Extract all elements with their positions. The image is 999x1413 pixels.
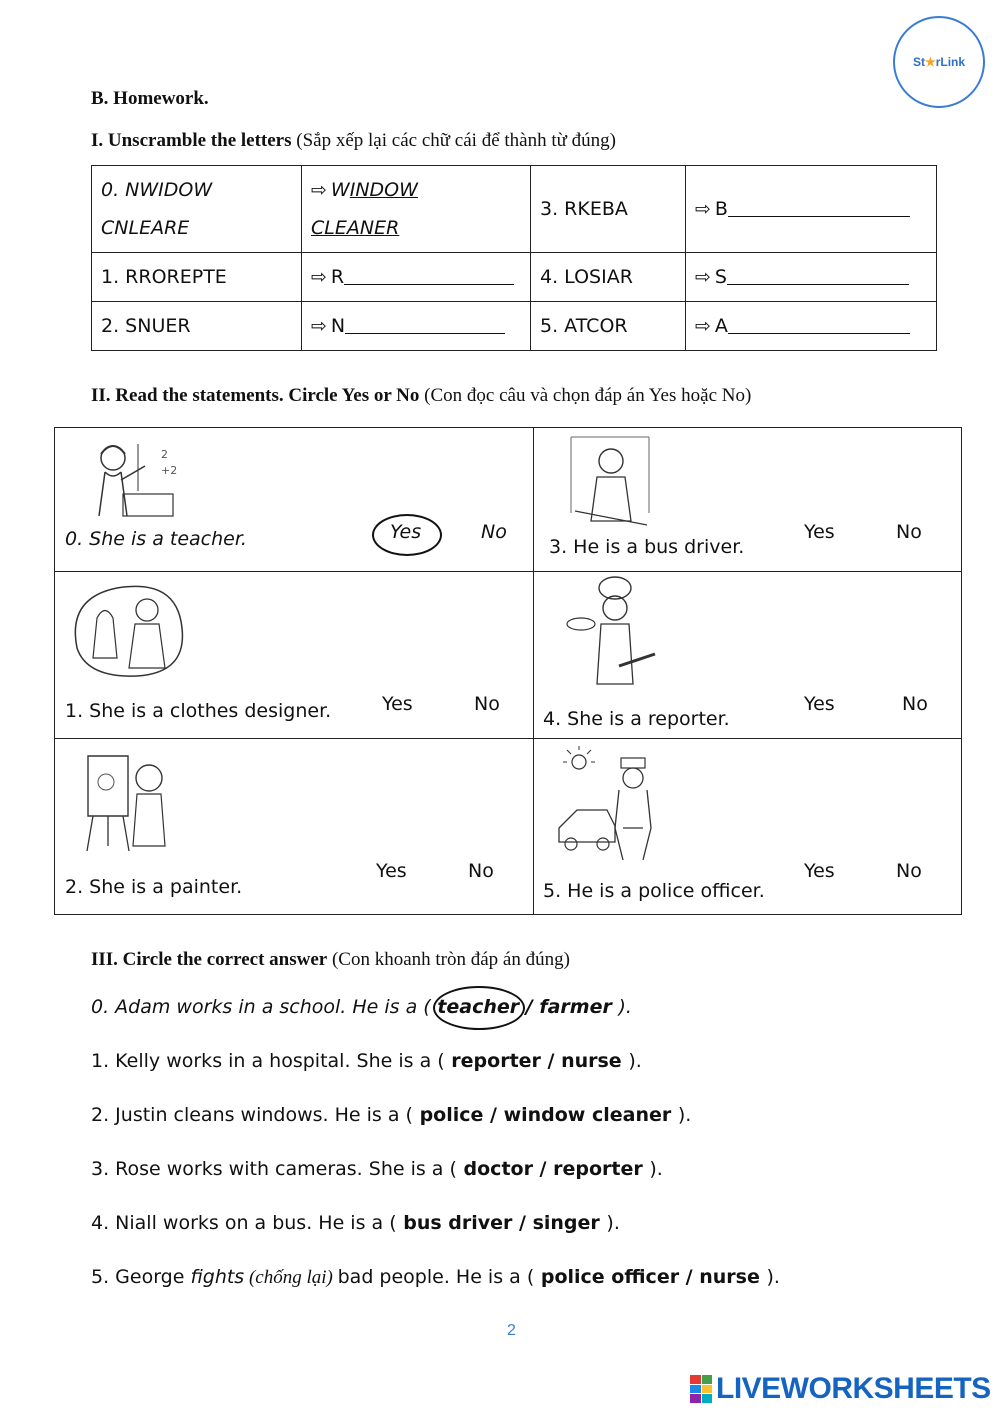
answer-0: ⇨ WINDOW CLEANER bbox=[302, 166, 531, 253]
answer-options[interactable]: police / window cleaner bbox=[412, 1104, 678, 1126]
liveworksheets-brand bbox=[690, 1372, 991, 1406]
statement-3: 3. He is a bus driver. bbox=[549, 536, 745, 558]
table-row bbox=[92, 302, 937, 351]
liveworksheets-icon bbox=[690, 1375, 712, 1403]
statement-4: 4. She is a reporter. bbox=[543, 708, 730, 730]
arrow-icon: ⇨ bbox=[695, 315, 711, 337]
statement-5: 5. He is a police officer. bbox=[543, 880, 765, 902]
section2-title: II. Read the statements. Circle Yes or No (Con đọc câu và chọn đáp án Yes hoặc No) bbox=[91, 385, 752, 406]
arrow-icon: ⇨ bbox=[311, 179, 327, 201]
question-3-row: 3. Rose works with cameras. She is a ( doctor / reporter ). bbox=[91, 1158, 663, 1180]
statement-2: 2. She is a painter. bbox=[65, 876, 243, 898]
answer-blank[interactable] bbox=[727, 267, 909, 285]
question-3: 3. RKEBA bbox=[531, 166, 686, 253]
clothes-designer-picture bbox=[67, 578, 189, 680]
question-4: 4. LOSIAR bbox=[531, 253, 686, 302]
painter-picture bbox=[83, 746, 175, 856]
page-number: 2 bbox=[507, 1322, 516, 1339]
answer-blank[interactable] bbox=[728, 316, 910, 334]
question-1: 1. RROREPTE bbox=[92, 253, 302, 302]
answer-options[interactable]: bus driver / singer bbox=[396, 1212, 607, 1234]
answer-blank[interactable] bbox=[344, 267, 514, 285]
no-option-2[interactable]: No bbox=[468, 860, 494, 882]
question-0: 0. NWIDOW CNLEARE bbox=[92, 166, 302, 253]
unscramble-table bbox=[91, 165, 937, 351]
answer-circle bbox=[433, 986, 525, 1030]
starlink-logo bbox=[893, 16, 985, 108]
svg-text:+2: +2 bbox=[161, 464, 178, 477]
arrow-icon: ⇨ bbox=[695, 198, 711, 220]
table-row bbox=[92, 253, 937, 302]
question-2-row: 2. Justin cleans windows. He is a ( police / window cleaner ). bbox=[91, 1104, 692, 1126]
arrow-icon: ⇨ bbox=[311, 266, 327, 288]
statement-0: 0. She is a teacher. bbox=[65, 528, 247, 550]
answer-options[interactable]: reporter / nurse bbox=[444, 1050, 629, 1072]
question-2: 2. SNUER bbox=[92, 302, 302, 351]
answer-blank[interactable] bbox=[345, 316, 505, 334]
no-option-3[interactable]: No bbox=[896, 521, 922, 543]
answer-4[interactable]: ⇨ S bbox=[686, 253, 937, 302]
answer-1[interactable]: ⇨ R bbox=[302, 253, 531, 302]
answer-5[interactable]: ⇨ A bbox=[686, 302, 937, 351]
logo-text: St★rLink bbox=[912, 55, 966, 69]
police-officer-picture bbox=[557, 748, 667, 864]
no-option-0[interactable]: No bbox=[481, 521, 507, 543]
section-b-title: B. Homework. bbox=[91, 88, 209, 109]
question-0-row: 0. Adam works in a school. He is a ( teacher / farmer ). bbox=[91, 996, 632, 1018]
yes-option-0[interactable]: Yes bbox=[390, 521, 422, 543]
question-5: 5. ATCOR bbox=[531, 302, 686, 351]
table-row bbox=[92, 166, 937, 253]
yes-no-grid bbox=[54, 427, 962, 915]
section1-title: I. Unscramble the letters (Sắp xếp lại các chữ cái để thành từ đúng) bbox=[91, 130, 616, 151]
question-1-row: 1. Kelly works in a hospital. She is a ( reporter / nurse ). bbox=[91, 1050, 642, 1072]
answer-blank[interactable] bbox=[728, 199, 910, 217]
no-option-1[interactable]: No bbox=[474, 693, 500, 715]
answer-3[interactable]: ⇨ B bbox=[686, 166, 937, 253]
teacher-picture bbox=[83, 436, 178, 526]
svg-text:2: 2 bbox=[161, 448, 168, 461]
yes-option-3[interactable]: Yes bbox=[804, 521, 835, 543]
answer-2[interactable]: ⇨ N bbox=[302, 302, 531, 351]
answer-options[interactable]: doctor / reporter bbox=[456, 1158, 650, 1180]
statement-1: 1. She is a clothes designer. bbox=[65, 700, 332, 722]
answer-options[interactable]: police officer / nurse bbox=[534, 1266, 767, 1288]
question-4-row: 4. Niall works on a bus. He is a ( bus driver / singer ). bbox=[91, 1212, 620, 1234]
yes-option-1[interactable]: Yes bbox=[382, 693, 413, 715]
yes-option-5[interactable]: Yes bbox=[804, 860, 835, 882]
cook-picture bbox=[569, 433, 651, 529]
answer-options[interactable]: teacher / farmer bbox=[430, 996, 619, 1018]
question-5-row: 5. George fights (chống lại) bad people. He is a ( police officer / nurse ). bbox=[91, 1266, 780, 1288]
section3-title: III. Circle the correct answer (Con khoanh tròn đáp án đúng) bbox=[91, 949, 570, 970]
yes-option-4[interactable]: Yes bbox=[804, 693, 835, 715]
arrow-icon: ⇨ bbox=[695, 266, 711, 288]
no-option-4[interactable]: No bbox=[902, 693, 928, 715]
no-option-5[interactable]: No bbox=[896, 860, 922, 882]
arrow-icon: ⇨ bbox=[311, 315, 327, 337]
brand-text: LIVEWORKSHEETS bbox=[716, 1372, 991, 1405]
vietnamese-note: (chống lại) bbox=[244, 1267, 338, 1288]
baker-picture bbox=[563, 574, 663, 696]
yes-option-2[interactable]: Yes bbox=[376, 860, 407, 882]
